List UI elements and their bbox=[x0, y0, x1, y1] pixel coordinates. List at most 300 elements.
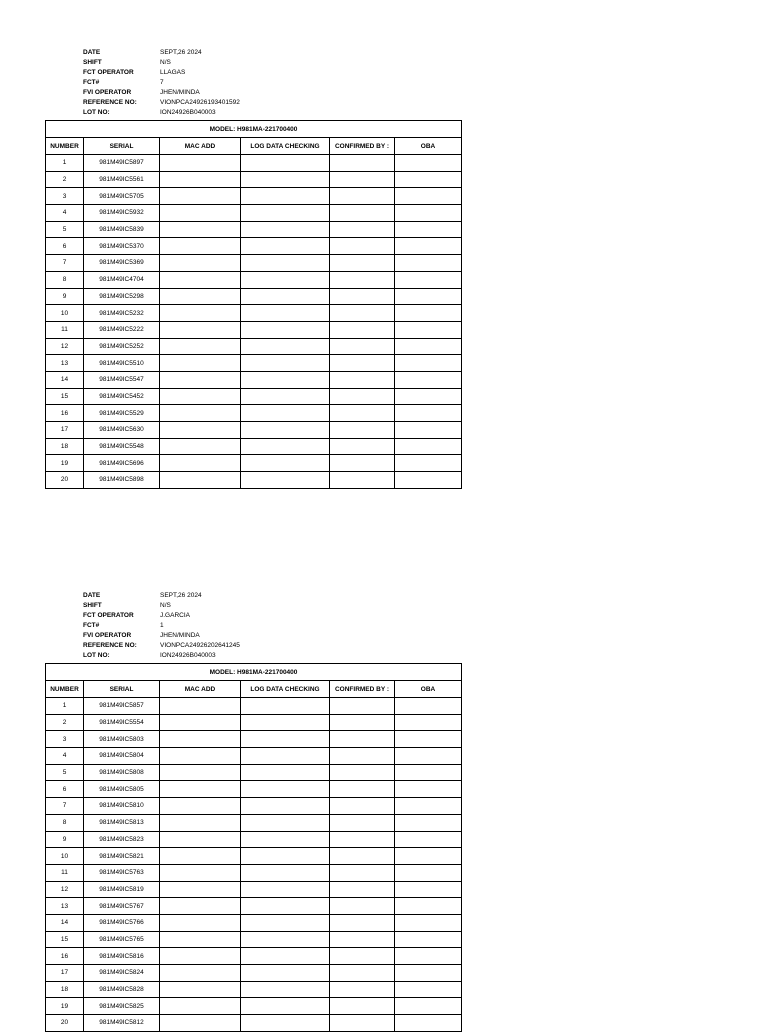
row-number: 20 bbox=[46, 472, 84, 489]
oba-cell bbox=[395, 764, 462, 781]
log-data-checking-cell bbox=[241, 205, 330, 222]
table-row bbox=[46, 914, 462, 931]
serial-cell: 981M49IC5824 bbox=[84, 965, 160, 982]
confirmed-by-cell bbox=[330, 355, 395, 372]
mac-address-cell bbox=[160, 205, 241, 222]
log-data-checking-cell bbox=[241, 355, 330, 372]
log-data-checking-cell bbox=[241, 321, 330, 338]
table-row bbox=[46, 764, 462, 781]
table-row bbox=[46, 338, 462, 355]
mac-address-cell bbox=[160, 965, 241, 982]
mac-address-cell bbox=[160, 881, 241, 898]
log-data-checking-cell bbox=[241, 305, 330, 322]
confirmed-by-cell bbox=[330, 698, 395, 715]
table-row bbox=[46, 321, 462, 338]
serial-cell: 981M49IC5630 bbox=[84, 422, 160, 439]
confirmed-by-cell bbox=[330, 321, 395, 338]
table-row bbox=[46, 698, 462, 715]
table-row bbox=[46, 171, 462, 188]
mac-address-cell bbox=[160, 814, 241, 831]
confirmed-by-cell bbox=[330, 931, 395, 948]
row-number: 3 bbox=[46, 188, 84, 205]
serial-cell: 981M49IC5825 bbox=[84, 998, 160, 1015]
column-header: SERIAL bbox=[84, 138, 160, 155]
row-number: 12 bbox=[46, 881, 84, 898]
confirmed-by-cell bbox=[330, 255, 395, 272]
log-data-checking-cell bbox=[241, 255, 330, 272]
confirmed-by-cell bbox=[330, 472, 395, 489]
oba-cell bbox=[395, 731, 462, 748]
confirmed-by-cell bbox=[330, 981, 395, 998]
mac-address-cell bbox=[160, 188, 241, 205]
mac-address-cell bbox=[160, 714, 241, 731]
shift-row bbox=[83, 601, 461, 611]
mac-address-cell bbox=[160, 914, 241, 931]
row-number: 9 bbox=[46, 831, 84, 848]
table-row bbox=[46, 998, 462, 1015]
serial-log-table bbox=[45, 663, 462, 1032]
confirmed-by-cell bbox=[330, 814, 395, 831]
date-row bbox=[83, 48, 461, 58]
row-number: 13 bbox=[46, 355, 84, 372]
oba-cell bbox=[395, 371, 462, 388]
fvi-operator-row bbox=[83, 631, 461, 641]
mac-address-cell bbox=[160, 948, 241, 965]
log-data-checking-cell bbox=[241, 748, 330, 765]
oba-cell bbox=[395, 455, 462, 472]
mac-address-cell bbox=[160, 355, 241, 372]
table-row bbox=[46, 388, 462, 405]
row-number: 8 bbox=[46, 814, 84, 831]
confirmed-by-cell bbox=[330, 288, 395, 305]
confirmed-by-cell bbox=[330, 831, 395, 848]
row-number: 3 bbox=[46, 731, 84, 748]
mac-address-cell bbox=[160, 288, 241, 305]
row-number: 1 bbox=[46, 698, 84, 715]
log-data-checking-cell bbox=[241, 238, 330, 255]
table-row bbox=[46, 472, 462, 489]
model-title: MODEL: H981MA-221700400 bbox=[46, 664, 462, 681]
table-row bbox=[46, 205, 462, 222]
log-data-checking-cell bbox=[241, 171, 330, 188]
table-row bbox=[46, 271, 462, 288]
table-row bbox=[46, 814, 462, 831]
mac-address-cell bbox=[160, 472, 241, 489]
log-data-checking-cell bbox=[241, 914, 330, 931]
row-number: 7 bbox=[46, 255, 84, 272]
log-data-checking-cell bbox=[241, 438, 330, 455]
serial-cell: 981M49IC5510 bbox=[84, 355, 160, 372]
log-data-checking-cell bbox=[241, 948, 330, 965]
row-number: 17 bbox=[46, 422, 84, 439]
mac-address-cell bbox=[160, 155, 241, 172]
row-number: 20 bbox=[46, 1015, 84, 1032]
mac-address-cell bbox=[160, 931, 241, 948]
fct-number-row bbox=[83, 621, 461, 631]
header-value: ION24926B040003 bbox=[160, 109, 216, 116]
oba-cell bbox=[395, 338, 462, 355]
table-row bbox=[46, 255, 462, 272]
log-data-checking-cell bbox=[241, 155, 330, 172]
reference-number-row bbox=[83, 641, 461, 651]
confirmed-by-cell bbox=[330, 781, 395, 798]
log-data-checking-cell bbox=[241, 422, 330, 439]
serial-cell: 981M49IC4704 bbox=[84, 271, 160, 288]
serial-cell: 981M49IC5232 bbox=[84, 305, 160, 322]
mac-address-cell bbox=[160, 764, 241, 781]
serial-cell: 981M49IC5828 bbox=[84, 981, 160, 998]
confirmed-by-cell bbox=[330, 405, 395, 422]
oba-cell bbox=[395, 948, 462, 965]
table-row bbox=[46, 221, 462, 238]
log-data-checking-cell bbox=[241, 371, 330, 388]
log-data-checking-cell bbox=[241, 848, 330, 865]
column-header: CONFIRMED BY : bbox=[330, 681, 395, 698]
confirmed-by-cell bbox=[330, 338, 395, 355]
oba-cell bbox=[395, 205, 462, 222]
oba-cell bbox=[395, 898, 462, 915]
lot-number-row bbox=[83, 651, 461, 661]
column-header: MAC ADD bbox=[160, 681, 241, 698]
mac-address-cell bbox=[160, 864, 241, 881]
table-row bbox=[46, 1015, 462, 1032]
table-row bbox=[46, 948, 462, 965]
sheet-header bbox=[83, 48, 461, 118]
row-number: 14 bbox=[46, 371, 84, 388]
serial-cell: 981M49IC5222 bbox=[84, 321, 160, 338]
oba-cell bbox=[395, 881, 462, 898]
mac-address-cell bbox=[160, 371, 241, 388]
confirmed-by-cell bbox=[330, 748, 395, 765]
oba-cell bbox=[395, 864, 462, 881]
mac-address-cell bbox=[160, 438, 241, 455]
mac-address-cell bbox=[160, 455, 241, 472]
row-number: 7 bbox=[46, 798, 84, 815]
serial-cell: 981M49IC5821 bbox=[84, 848, 160, 865]
table-row bbox=[46, 305, 462, 322]
log-data-checking-cell bbox=[241, 271, 330, 288]
column-header: OBA bbox=[395, 681, 462, 698]
oba-cell bbox=[395, 714, 462, 731]
confirmed-by-cell bbox=[330, 238, 395, 255]
mac-address-cell bbox=[160, 221, 241, 238]
row-number: 5 bbox=[46, 221, 84, 238]
date-row bbox=[83, 591, 461, 601]
oba-cell bbox=[395, 188, 462, 205]
serial-cell: 981M49IC5819 bbox=[84, 881, 160, 898]
oba-cell bbox=[395, 748, 462, 765]
serial-cell: 981M49IC5823 bbox=[84, 831, 160, 848]
table-row bbox=[46, 405, 462, 422]
mac-address-cell bbox=[160, 338, 241, 355]
oba-cell bbox=[395, 355, 462, 372]
table-row bbox=[46, 422, 462, 439]
row-number: 19 bbox=[46, 455, 84, 472]
serial-log-table bbox=[45, 120, 462, 489]
mac-address-cell bbox=[160, 405, 241, 422]
header-value: 7 bbox=[160, 79, 164, 86]
mac-address-cell bbox=[160, 831, 241, 848]
oba-cell bbox=[395, 171, 462, 188]
row-number: 10 bbox=[46, 848, 84, 865]
log-data-checking-cell bbox=[241, 698, 330, 715]
serial-cell: 981M49IC5805 bbox=[84, 781, 160, 798]
row-number: 6 bbox=[46, 781, 84, 798]
log-data-checking-cell bbox=[241, 898, 330, 915]
header-value: N/S bbox=[160, 602, 171, 609]
header-value: SEPT,26 2024 bbox=[160, 592, 202, 599]
lot-number-row bbox=[83, 108, 461, 118]
header-label: FCT OPERATOR bbox=[83, 612, 134, 619]
log-data-checking-cell bbox=[241, 764, 330, 781]
serial-cell: 981M49IC5857 bbox=[84, 698, 160, 715]
table-row bbox=[46, 371, 462, 388]
model-title: MODEL: H981MA-221700400 bbox=[46, 121, 462, 138]
confirmed-by-cell bbox=[330, 388, 395, 405]
table-row bbox=[46, 155, 462, 172]
confirmed-by-cell bbox=[330, 881, 395, 898]
row-number: 2 bbox=[46, 171, 84, 188]
row-number: 10 bbox=[46, 305, 84, 322]
header-label: REFERENCE NO: bbox=[83, 99, 137, 106]
row-number: 4 bbox=[46, 748, 84, 765]
oba-cell bbox=[395, 831, 462, 848]
row-number: 2 bbox=[46, 714, 84, 731]
mac-address-cell bbox=[160, 388, 241, 405]
table-row bbox=[46, 781, 462, 798]
serial-cell: 981M49IC5816 bbox=[84, 948, 160, 965]
confirmed-by-cell bbox=[330, 731, 395, 748]
oba-cell bbox=[395, 405, 462, 422]
oba-cell bbox=[395, 814, 462, 831]
fct-operator-row bbox=[83, 68, 461, 78]
header-label: REFERENCE NO: bbox=[83, 642, 137, 649]
confirmed-by-cell bbox=[330, 155, 395, 172]
row-number: 12 bbox=[46, 338, 84, 355]
row-number: 6 bbox=[46, 238, 84, 255]
confirmed-by-cell bbox=[330, 848, 395, 865]
row-number: 13 bbox=[46, 898, 84, 915]
confirmed-by-cell bbox=[330, 221, 395, 238]
mac-address-cell bbox=[160, 731, 241, 748]
confirmed-by-cell bbox=[330, 205, 395, 222]
mac-address-cell bbox=[160, 305, 241, 322]
mac-address-cell bbox=[160, 748, 241, 765]
confirmed-by-cell bbox=[330, 171, 395, 188]
row-number: 16 bbox=[46, 405, 84, 422]
header-label: FCT OPERATOR bbox=[83, 69, 134, 76]
log-data-checking-cell bbox=[241, 881, 330, 898]
table-row bbox=[46, 981, 462, 998]
oba-cell bbox=[395, 422, 462, 439]
inspection-sheet-2 bbox=[45, 591, 461, 1032]
header-label: SHIFT bbox=[83, 602, 102, 609]
mac-address-cell bbox=[160, 271, 241, 288]
row-number: 5 bbox=[46, 764, 84, 781]
serial-cell: 981M49IC5765 bbox=[84, 931, 160, 948]
header-label: DATE bbox=[83, 592, 101, 599]
serial-cell: 981M49IC5548 bbox=[84, 438, 160, 455]
header-label: LOT NO: bbox=[83, 652, 110, 659]
reference-number-row bbox=[83, 98, 461, 108]
serial-cell: 981M49IC5812 bbox=[84, 1015, 160, 1032]
serial-cell: 981M49IC5705 bbox=[84, 188, 160, 205]
serial-cell: 981M49IC5452 bbox=[84, 388, 160, 405]
column-header: CONFIRMED BY : bbox=[330, 138, 395, 155]
serial-cell: 981M49IC5696 bbox=[84, 455, 160, 472]
confirmed-by-cell bbox=[330, 914, 395, 931]
row-number: 18 bbox=[46, 981, 84, 998]
serial-cell: 981M49IC5561 bbox=[84, 171, 160, 188]
header-value: SEPT,26 2024 bbox=[160, 49, 202, 56]
log-data-checking-cell bbox=[241, 472, 330, 489]
table-row bbox=[46, 731, 462, 748]
confirmed-by-cell bbox=[330, 864, 395, 881]
confirmed-by-cell bbox=[330, 438, 395, 455]
row-number: 4 bbox=[46, 205, 84, 222]
confirmed-by-cell bbox=[330, 1015, 395, 1032]
oba-cell bbox=[395, 848, 462, 865]
log-data-checking-cell bbox=[241, 998, 330, 1015]
table-row bbox=[46, 188, 462, 205]
column-header: NUMBER bbox=[46, 681, 84, 698]
row-number: 11 bbox=[46, 321, 84, 338]
log-data-checking-cell bbox=[241, 981, 330, 998]
header-value: JHEN/MINDA bbox=[160, 632, 200, 639]
table-row bbox=[46, 288, 462, 305]
shift-row bbox=[83, 58, 461, 68]
oba-cell bbox=[395, 981, 462, 998]
oba-cell bbox=[395, 288, 462, 305]
header-label: FVI OPERATOR bbox=[83, 89, 132, 96]
header-value: VIONPCA24926193401592 bbox=[160, 99, 240, 106]
oba-cell bbox=[395, 698, 462, 715]
oba-cell bbox=[395, 472, 462, 489]
oba-cell bbox=[395, 255, 462, 272]
serial-cell: 981M49IC5803 bbox=[84, 731, 160, 748]
log-data-checking-cell bbox=[241, 388, 330, 405]
mac-address-cell bbox=[160, 1015, 241, 1032]
log-data-checking-cell bbox=[241, 338, 330, 355]
confirmed-by-cell bbox=[330, 948, 395, 965]
serial-cell: 981M49IC5839 bbox=[84, 221, 160, 238]
mac-address-cell bbox=[160, 321, 241, 338]
confirmed-by-cell bbox=[330, 898, 395, 915]
confirmed-by-cell bbox=[330, 455, 395, 472]
table-row bbox=[46, 355, 462, 372]
table-row bbox=[46, 831, 462, 848]
oba-cell bbox=[395, 321, 462, 338]
oba-cell bbox=[395, 914, 462, 931]
serial-cell: 981M49IC5767 bbox=[84, 898, 160, 915]
row-number: 1 bbox=[46, 155, 84, 172]
log-data-checking-cell bbox=[241, 288, 330, 305]
row-number: 15 bbox=[46, 388, 84, 405]
log-data-checking-cell bbox=[241, 831, 330, 848]
mac-address-cell bbox=[160, 255, 241, 272]
log-data-checking-cell bbox=[241, 781, 330, 798]
serial-cell: 981M49IC5547 bbox=[84, 371, 160, 388]
log-data-checking-cell bbox=[241, 864, 330, 881]
table-row bbox=[46, 714, 462, 731]
serial-cell: 981M49IC5763 bbox=[84, 864, 160, 881]
mac-address-cell bbox=[160, 981, 241, 998]
table-row bbox=[46, 881, 462, 898]
oba-cell bbox=[395, 221, 462, 238]
serial-cell: 981M49IC5369 bbox=[84, 255, 160, 272]
oba-cell bbox=[395, 931, 462, 948]
confirmed-by-cell bbox=[330, 371, 395, 388]
table-row bbox=[46, 898, 462, 915]
sheet-header bbox=[83, 591, 461, 661]
serial-cell: 981M49IC5529 bbox=[84, 405, 160, 422]
fvi-operator-row bbox=[83, 88, 461, 98]
oba-cell bbox=[395, 438, 462, 455]
header-value: J.GARCIA bbox=[160, 612, 190, 619]
oba-cell bbox=[395, 798, 462, 815]
table-row bbox=[46, 455, 462, 472]
log-data-checking-cell bbox=[241, 455, 330, 472]
column-header: MAC ADD bbox=[160, 138, 241, 155]
log-data-checking-cell bbox=[241, 405, 330, 422]
serial-cell: 981M49IC5932 bbox=[84, 205, 160, 222]
oba-cell bbox=[395, 238, 462, 255]
row-number: 8 bbox=[46, 271, 84, 288]
header-label: SHIFT bbox=[83, 59, 102, 66]
oba-cell bbox=[395, 1015, 462, 1032]
serial-cell: 981M49IC5766 bbox=[84, 914, 160, 931]
header-value: VIONPCA24926202641245 bbox=[160, 642, 240, 649]
table-row bbox=[46, 931, 462, 948]
serial-cell: 981M49IC5810 bbox=[84, 798, 160, 815]
oba-cell bbox=[395, 388, 462, 405]
confirmed-by-cell bbox=[330, 998, 395, 1015]
confirmed-by-cell bbox=[330, 764, 395, 781]
row-number: 15 bbox=[46, 931, 84, 948]
serial-cell: 981M49IC5370 bbox=[84, 238, 160, 255]
confirmed-by-cell bbox=[330, 798, 395, 815]
confirmed-by-cell bbox=[330, 714, 395, 731]
serial-cell: 981M49IC5897 bbox=[84, 155, 160, 172]
header-value: JHEN/MINDA bbox=[160, 89, 200, 96]
header-label: FCT# bbox=[83, 79, 100, 86]
confirmed-by-cell bbox=[330, 422, 395, 439]
mac-address-cell bbox=[160, 238, 241, 255]
log-data-checking-cell bbox=[241, 798, 330, 815]
log-data-checking-cell bbox=[241, 965, 330, 982]
header-label: FCT# bbox=[83, 622, 100, 629]
row-number: 9 bbox=[46, 288, 84, 305]
table-row bbox=[46, 798, 462, 815]
mac-address-cell bbox=[160, 422, 241, 439]
log-data-checking-cell bbox=[241, 814, 330, 831]
header-label: DATE bbox=[83, 49, 101, 56]
mac-address-cell bbox=[160, 798, 241, 815]
serial-cell: 981M49IC5298 bbox=[84, 288, 160, 305]
confirmed-by-cell bbox=[330, 188, 395, 205]
fct-operator-row bbox=[83, 611, 461, 621]
column-header: LOG DATA CHECKING bbox=[241, 681, 330, 698]
table-row bbox=[46, 238, 462, 255]
log-data-checking-cell bbox=[241, 221, 330, 238]
column-header: NUMBER bbox=[46, 138, 84, 155]
header-label: LOT NO: bbox=[83, 109, 110, 116]
serial-cell: 981M49IC5252 bbox=[84, 338, 160, 355]
mac-address-cell bbox=[160, 781, 241, 798]
column-header: OBA bbox=[395, 138, 462, 155]
header-label: FVI OPERATOR bbox=[83, 632, 132, 639]
serial-cell: 981M49IC5898 bbox=[84, 472, 160, 489]
